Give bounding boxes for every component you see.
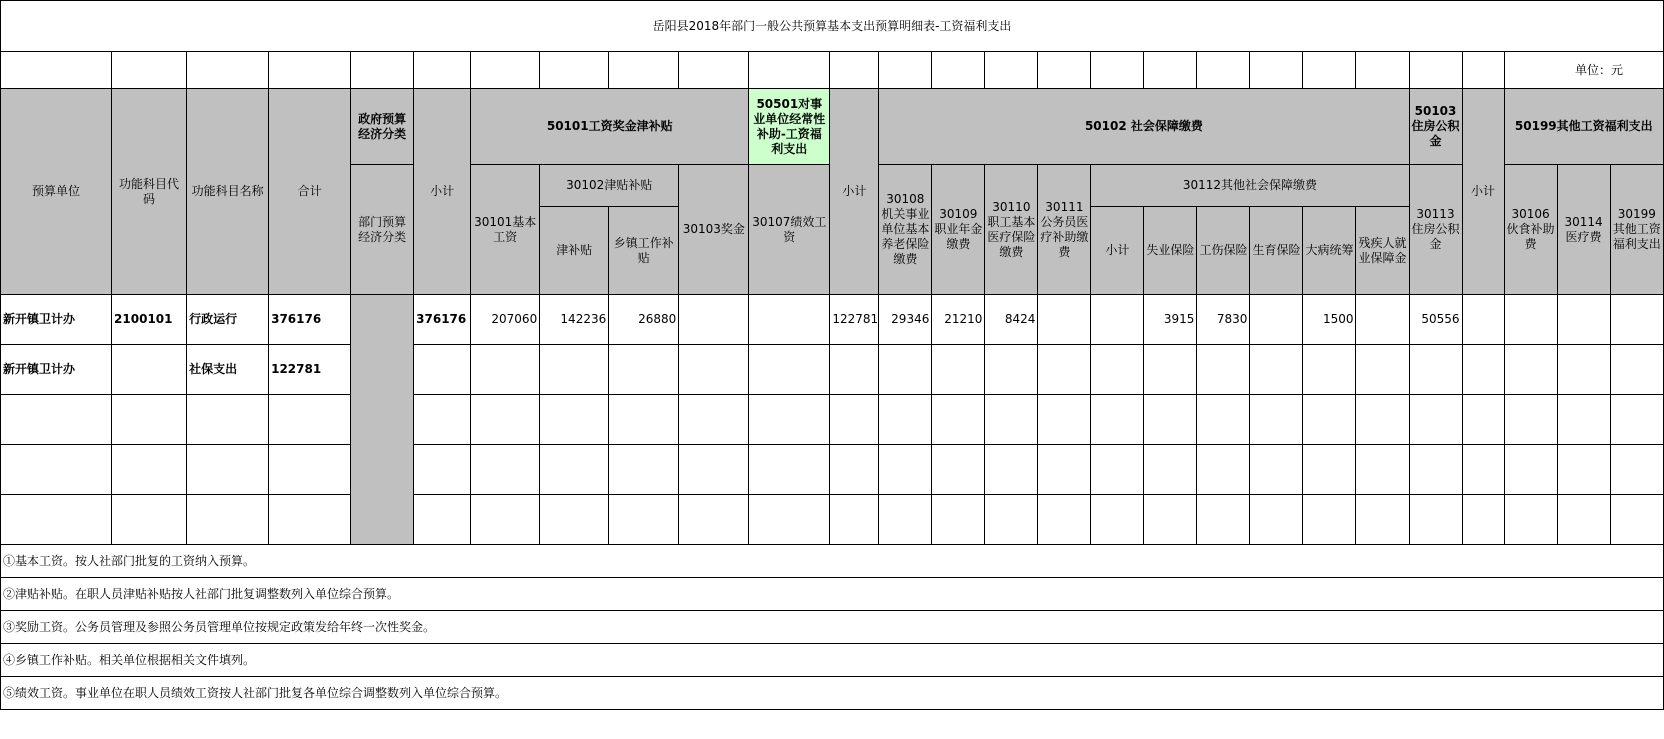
cell-30106[interactable]	[1504, 345, 1557, 395]
header-dept-econ: 部门预算经济分类	[351, 165, 414, 295]
cell-total[interactable]: 122781	[269, 345, 351, 395]
header-subtotal-3: 小计	[1091, 207, 1144, 295]
cell-30103[interactable]	[679, 345, 749, 395]
header-shengyu: 生育保险	[1250, 207, 1303, 295]
header-30110: 30110职工基本医疗保险缴费	[985, 165, 1038, 295]
cell-subtotal-3[interactable]	[1091, 295, 1144, 345]
header-func-name: 功能科目名称	[187, 89, 269, 295]
cell-30114[interactable]	[1557, 345, 1610, 395]
header-30107: 30107绩效工资	[749, 165, 830, 295]
cell-shiye[interactable]: 3915	[1144, 295, 1197, 345]
header-group-50103: 50103住房公积金	[1409, 89, 1462, 165]
header-gongshang: 工伤保险	[1197, 207, 1250, 295]
table-row-empty	[1, 445, 1664, 495]
header-gov-econ: 政府预算经济分类	[351, 89, 414, 165]
header-group-30102: 30102津贴补贴	[540, 165, 679, 207]
cell-gongshang[interactable]: 7830	[1197, 295, 1250, 345]
cell-30111[interactable]	[1038, 295, 1091, 345]
cell-canji[interactable]	[1356, 345, 1409, 395]
table-row-empty	[1, 395, 1664, 445]
note-2: ②津贴补贴。在职人员津贴补贴按人社部门批复调整数列入单位综合预算。	[1, 578, 1664, 611]
unit-label: 单位：元	[1504, 52, 1663, 89]
cell-30199[interactable]	[1610, 295, 1663, 345]
table-row	[1, 345, 1664, 395]
header-30113: 30113住房公积金	[1409, 165, 1462, 295]
cell-name[interactable]: 行政运行	[187, 295, 269, 345]
cell-subtotal-3[interactable]	[1091, 345, 1144, 395]
header-func-code: 功能科目代码	[112, 89, 187, 295]
cell-30109[interactable]: 21210	[932, 295, 985, 345]
cell-code[interactable]: 2100101	[112, 295, 187, 345]
header-30103: 30103奖金	[679, 165, 749, 295]
cell-subtotal-2[interactable]: 122781	[830, 295, 879, 345]
cell-subtotal-1[interactable]: 376176	[414, 295, 471, 345]
cell-subtotal-2[interactable]	[830, 345, 879, 395]
header-30106: 30106伙食补助费	[1504, 165, 1557, 295]
cell-unit[interactable]: 新开镇卫计办	[1, 295, 112, 345]
cell-30108[interactable]	[879, 345, 932, 395]
header-30114: 30114医疗费	[1557, 165, 1610, 295]
cell-30106[interactable]	[1504, 295, 1557, 345]
cell-30114[interactable]	[1557, 295, 1610, 345]
cell-gongshang[interactable]	[1197, 345, 1250, 395]
cell-30101[interactable]: 207060	[471, 295, 540, 345]
header-30199: 30199其他工资福利支出	[1610, 165, 1663, 295]
cell-30101[interactable]	[471, 345, 540, 395]
cell-30113[interactable]	[1409, 345, 1462, 395]
cell-subtotal-1[interactable]	[414, 345, 471, 395]
cell-30107[interactable]	[749, 345, 830, 395]
table-row	[1, 295, 1664, 345]
cell-subtotal-4[interactable]	[1462, 295, 1504, 345]
header-group-50501: 50501对事业单位经常性补助-工资福利支出	[749, 89, 830, 165]
note-3: ③奖励工资。公务员管理及参照公务员管理单位按规定政策发给年终一次性奖金。	[1, 611, 1664, 644]
cell-30199[interactable]	[1610, 345, 1663, 395]
header-30111: 30111公务员医疗补助缴费	[1038, 165, 1091, 295]
cell-30108[interactable]: 29346	[879, 295, 932, 345]
header-30109: 30109职业年金缴费	[932, 165, 985, 295]
cell-econ-blank	[351, 295, 414, 545]
cell-shiye[interactable]	[1144, 345, 1197, 395]
note-5: ⑤绩效工资。事业单位在职人员绩效工资按人社部门批复各单位综合调整数列入单位综合预算。	[1, 677, 1664, 710]
cell-30109[interactable]	[932, 345, 985, 395]
cell-jinbutie[interactable]: 142236	[540, 295, 609, 345]
header-subtotal-4: 小计	[1462, 89, 1504, 295]
header-canji: 残疾人就业保障金	[1356, 207, 1409, 295]
note-4: ④乡镇工作补贴。相关单位根据相关文件填列。	[1, 644, 1664, 677]
header-dabing: 大病统筹	[1303, 207, 1356, 295]
cell-shengyu[interactable]	[1250, 345, 1303, 395]
header-subtotal-2: 小计	[830, 89, 879, 295]
header-30101: 30101基本工资	[471, 165, 540, 295]
cell-xiangzhen[interactable]: 26880	[609, 295, 679, 345]
header-total: 合计	[269, 89, 351, 295]
cell-name[interactable]: 社保支出	[187, 345, 269, 395]
header-group-50102: 50102 社会保障缴费	[879, 89, 1409, 165]
cell-canji[interactable]	[1356, 295, 1409, 345]
cell-dabing[interactable]	[1303, 345, 1356, 395]
cell-unit[interactable]: 新开镇卫计办	[1, 345, 112, 395]
cell-30110[interactable]	[985, 345, 1038, 395]
table-row-empty	[1, 495, 1664, 545]
header-group-50101: 50101工资奖金津补贴	[471, 89, 749, 165]
cell-30103[interactable]	[679, 295, 749, 345]
cell-30111[interactable]	[1038, 345, 1091, 395]
cell-subtotal-4[interactable]	[1462, 345, 1504, 395]
cell-30107[interactable]	[749, 295, 830, 345]
cell-shengyu[interactable]	[1250, 295, 1303, 345]
cell-total[interactable]: 376176	[269, 295, 351, 345]
cell-jinbutie[interactable]	[540, 345, 609, 395]
header-xiangzhen: 乡镇工作补贴	[609, 207, 679, 295]
cell-code[interactable]	[112, 345, 187, 395]
cell-30113[interactable]: 50556	[1409, 295, 1462, 345]
header-30108: 30108机关事业单位基本养老保险缴费	[879, 165, 932, 295]
header-group-50199: 50199其他工资福利支出	[1504, 89, 1663, 165]
header-jinbutie: 津补贴	[540, 207, 609, 295]
note-1: ①基本工资。按人社部门批复的工资纳入预算。	[1, 545, 1664, 578]
header-budget-unit: 预算单位	[1, 89, 112, 295]
cell-dabing[interactable]: 1500	[1303, 295, 1356, 345]
header-subtotal-1: 小计	[414, 89, 471, 295]
cell-30110[interactable]: 8424	[985, 295, 1038, 345]
cell-xiangzhen[interactable]	[609, 345, 679, 395]
page-title: 岳阳县2018年部门一般公共预算基本支出预算明细表-工资福利支出	[1, 1, 1664, 52]
header-group-30112: 30112其他社会保障缴费	[1091, 165, 1409, 207]
header-shiye: 失业保险	[1144, 207, 1197, 295]
